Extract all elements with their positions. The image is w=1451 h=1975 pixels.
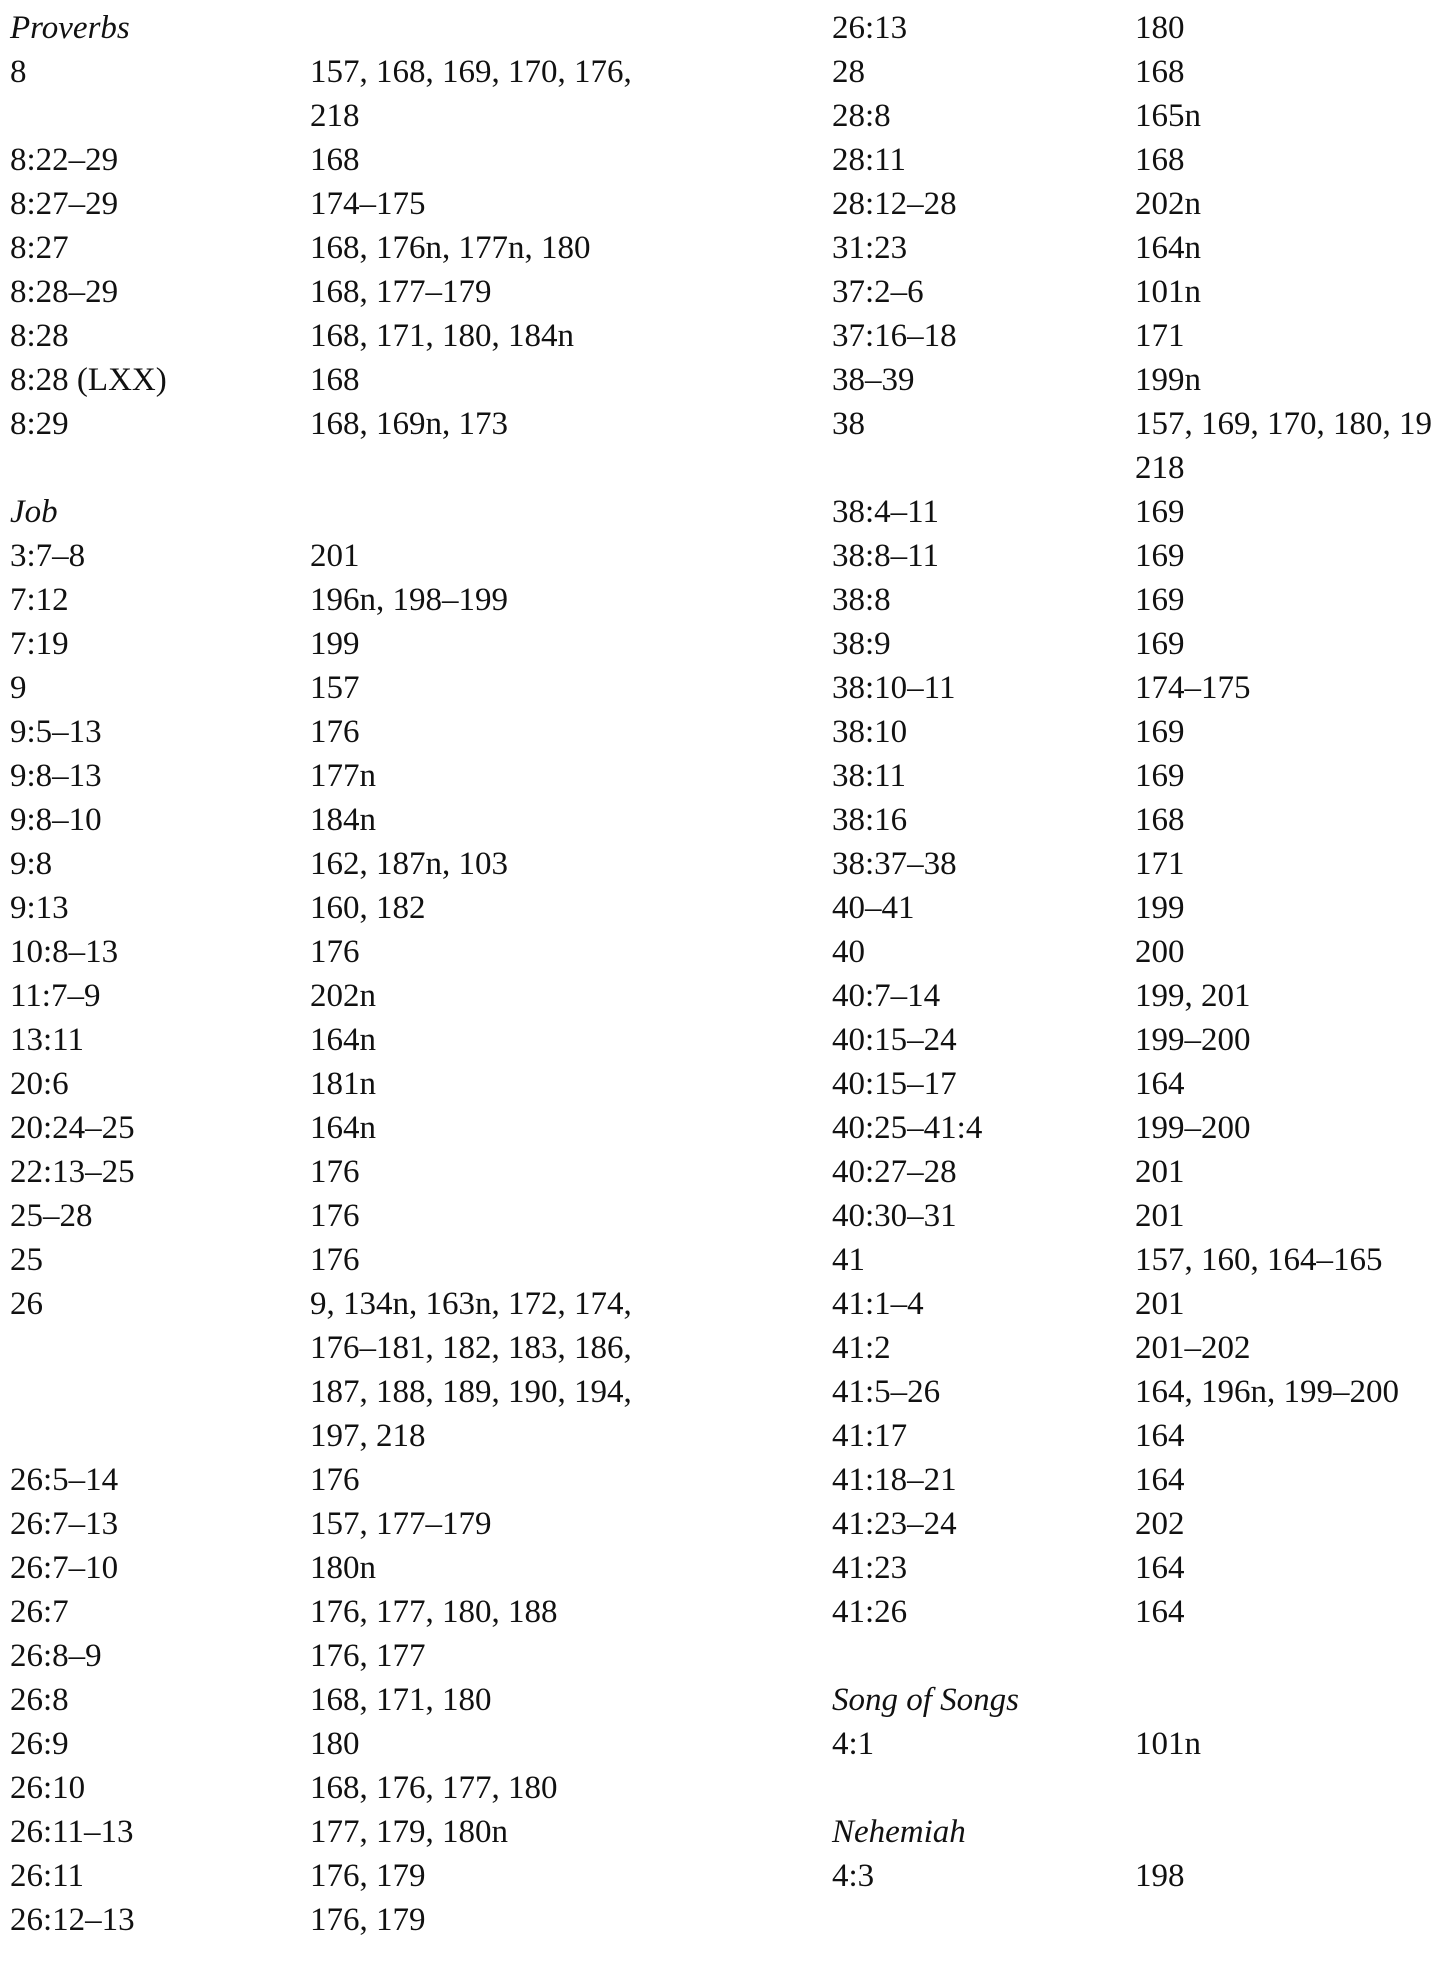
index-entry	[10, 1062, 810, 1106]
verse-reference: 38:8	[832, 582, 891, 618]
index-entry	[10, 974, 810, 1018]
verse-reference: 41	[832, 1242, 865, 1278]
index-entry	[10, 1194, 810, 1238]
verse-reference: 28:12–28	[832, 186, 957, 222]
section-gap	[10, 446, 810, 490]
index-entry	[832, 886, 1451, 930]
verse-reference: 8:28 (LXX)	[10, 362, 167, 398]
continuation-indent	[10, 1370, 310, 1414]
continuation-indent	[10, 1326, 310, 1370]
index-entry	[10, 534, 810, 578]
page-numbers: 157, 168, 169, 170, 176,	[310, 54, 632, 90]
page-numbers: 199–200	[1135, 1022, 1251, 1058]
page-numbers: 176	[310, 1462, 360, 1498]
verse-reference: 38:8–11	[832, 538, 939, 574]
verse-reference: 40:25–41:4	[832, 1110, 983, 1146]
index-entry	[832, 930, 1451, 974]
page-numbers: 160, 182	[310, 890, 426, 926]
page-numbers: 176	[310, 1154, 360, 1190]
verse-reference: 20:24–25	[10, 1110, 135, 1146]
index-entry	[832, 622, 1451, 666]
index-entry	[10, 138, 810, 182]
page-numbers: 164n	[310, 1022, 376, 1058]
index-entry-continuation	[10, 1370, 810, 1414]
index-entry-continuation	[832, 446, 1451, 490]
index-entry	[10, 1678, 810, 1722]
verse-reference: 4:3	[832, 1858, 875, 1894]
verse-reference: 26:11–13	[10, 1814, 134, 1850]
verse-reference: 4:1	[832, 1726, 875, 1762]
page-numbers: 168, 176, 177, 180	[310, 1770, 558, 1806]
index-entry	[832, 50, 1451, 94]
index-entry	[832, 1062, 1451, 1106]
index-entry	[10, 842, 810, 886]
book-heading: Proverbs	[10, 10, 130, 46]
verse-reference: 25–28	[10, 1198, 93, 1234]
index-entry	[10, 226, 810, 270]
page-numbers: 164	[1135, 1550, 1185, 1586]
verse-reference: 26:11	[10, 1858, 84, 1894]
verse-reference: 38:9	[832, 626, 891, 662]
verse-reference: 9:8	[10, 846, 53, 882]
verse-reference: 26:7–10	[10, 1550, 119, 1586]
page-numbers: 199–200	[1135, 1110, 1251, 1146]
verse-reference: 28:11	[832, 142, 906, 178]
page-numbers: 168	[1135, 54, 1185, 90]
index-entry	[832, 1722, 1451, 1766]
page-numbers: 101n	[1135, 274, 1201, 310]
page-numbers: 184n	[310, 802, 376, 838]
verse-reference: 10:8–13	[10, 934, 119, 970]
index-entry	[832, 358, 1451, 402]
index-entry	[10, 622, 810, 666]
index-entry	[10, 1590, 810, 1634]
book-heading: Song of Songs	[832, 1682, 1020, 1718]
verse-reference: 9:13	[10, 890, 69, 926]
index-entry	[832, 1458, 1451, 1502]
index-entry	[10, 1634, 810, 1678]
verse-reference: 26:10	[10, 1770, 86, 1806]
verse-reference: 25	[10, 1242, 43, 1278]
page-numbers: 165n	[1135, 98, 1201, 134]
page-numbers: 171	[1135, 846, 1185, 882]
verse-reference: 38:4–11	[832, 494, 939, 530]
index-entry	[832, 270, 1451, 314]
index-entry	[10, 754, 810, 798]
page-numbers: 176	[310, 934, 360, 970]
index-entry	[832, 1590, 1451, 1634]
page-numbers: 164	[1135, 1066, 1185, 1102]
page-numbers: 197, 218	[310, 1418, 426, 1454]
index-entry	[10, 358, 810, 402]
page-numbers: 169	[1135, 758, 1185, 794]
verse-reference: 7:19	[10, 626, 69, 662]
page-numbers: 157, 169, 170, 180, 19	[1135, 406, 1432, 442]
page-numbers: 101n	[1135, 1726, 1201, 1762]
page-numbers: 201	[310, 538, 360, 574]
index-entry	[10, 50, 810, 94]
verse-reference: 38:10	[832, 714, 908, 750]
index-entry	[832, 490, 1451, 534]
continuation-indent	[10, 1414, 310, 1458]
page-numbers: 169	[1135, 538, 1185, 574]
verse-reference: 41:17	[832, 1418, 908, 1454]
page-numbers: 174–175	[310, 186, 426, 222]
index-entry	[832, 1282, 1451, 1326]
page-numbers: 187, 188, 189, 190, 194,	[310, 1374, 632, 1410]
verse-reference: 9	[10, 670, 27, 706]
index-entry	[10, 666, 810, 710]
index-entry	[10, 1106, 810, 1150]
verse-reference: 8:27–29	[10, 186, 119, 222]
index-entry	[832, 578, 1451, 622]
page-numbers: 164n	[310, 1110, 376, 1146]
page-numbers: 176–181, 182, 183, 186,	[310, 1330, 632, 1366]
verse-reference: 8:22–29	[10, 142, 119, 178]
verse-reference: 26	[10, 1286, 43, 1322]
page-numbers: 164	[1135, 1418, 1185, 1454]
page-numbers: 171	[1135, 318, 1185, 354]
verse-reference: 41:26	[832, 1594, 908, 1630]
verse-reference: 26:5–14	[10, 1462, 119, 1498]
page-numbers: 180n	[310, 1550, 376, 1586]
verse-reference: 41:18–21	[832, 1462, 957, 1498]
verse-reference: 26:7–13	[10, 1506, 119, 1542]
verse-reference: 8:28–29	[10, 274, 119, 310]
verse-reference: 38:16	[832, 802, 908, 838]
index-entry	[832, 6, 1451, 50]
verse-reference: 7:12	[10, 582, 69, 618]
index-entry	[832, 1502, 1451, 1546]
continuation-indent	[10, 94, 310, 138]
verse-reference: 41:23	[832, 1550, 908, 1586]
verse-reference: 38:37–38	[832, 846, 957, 882]
index-entry	[10, 1502, 810, 1546]
index-entry	[832, 798, 1451, 842]
index-entry	[10, 798, 810, 842]
page-numbers: 176	[310, 714, 360, 750]
index-entry	[832, 842, 1451, 886]
verse-reference: 31:23	[832, 230, 908, 266]
page-numbers: 176, 179	[310, 1858, 426, 1894]
verse-reference: 40:15–17	[832, 1066, 957, 1102]
page-numbers: 199	[310, 626, 360, 662]
page-numbers: 162, 187n, 103	[310, 846, 508, 882]
index-entry	[832, 1018, 1451, 1062]
verse-reference: 26:9	[10, 1726, 69, 1762]
index-entry	[832, 1194, 1451, 1238]
verse-reference: 11:7–9	[10, 978, 101, 1014]
index-entry	[832, 138, 1451, 182]
index-entry-continuation	[10, 1414, 810, 1458]
page-numbers: 164	[1135, 1594, 1185, 1630]
verse-reference: 28:8	[832, 98, 891, 134]
verse-reference: 8:27	[10, 230, 69, 266]
page-numbers: 201	[1135, 1154, 1185, 1190]
verse-reference: 9:8–13	[10, 758, 102, 794]
verse-reference: 41:1–4	[832, 1286, 924, 1322]
page-numbers: 157, 177–179	[310, 1506, 492, 1542]
verse-reference: 41:23–24	[832, 1506, 957, 1542]
section-gap	[832, 1634, 1451, 1678]
page-numbers: 218	[1135, 450, 1185, 486]
page-numbers: 164, 196n, 199–200	[1135, 1374, 1399, 1410]
page-numbers: 169	[1135, 494, 1185, 530]
verse-reference: 8	[10, 54, 27, 90]
page-numbers: 176, 179	[310, 1902, 426, 1938]
page-numbers: 200	[1135, 934, 1185, 970]
page-numbers: 201	[1135, 1286, 1185, 1322]
page-numbers: 168	[1135, 142, 1185, 178]
page-numbers: 202n	[1135, 186, 1201, 222]
verse-reference: 40:7–14	[832, 978, 941, 1014]
index-entry	[832, 402, 1451, 446]
page-numbers: 168, 171, 180	[310, 1682, 492, 1718]
index-entry	[832, 1150, 1451, 1194]
page-numbers: 157, 160, 164–165	[1135, 1242, 1383, 1278]
index-entry	[10, 314, 810, 358]
verse-reference: 13:11	[10, 1022, 84, 1058]
verse-reference: 37:2–6	[832, 274, 924, 310]
index-entry	[832, 1326, 1451, 1370]
verse-reference: 38–39	[832, 362, 915, 398]
page-numbers: 168	[310, 142, 360, 178]
page-numbers: 168, 177–179	[310, 274, 492, 310]
index-entry	[10, 402, 810, 446]
verse-reference: 40	[832, 934, 865, 970]
index-entry	[832, 974, 1451, 1018]
page-numbers: 201	[1135, 1198, 1185, 1234]
verse-reference: 8:29	[10, 406, 69, 442]
verse-reference: 20:6	[10, 1066, 69, 1102]
verse-reference: 9:5–13	[10, 714, 102, 750]
index-entry	[832, 1370, 1451, 1414]
page-numbers: 168, 171, 180, 184n	[310, 318, 574, 354]
index-entry	[832, 314, 1451, 358]
index-entry	[832, 1414, 1451, 1458]
verse-reference: 26:12–13	[10, 1902, 135, 1938]
page-numbers: 176, 177	[310, 1638, 426, 1674]
page-numbers: 168, 176n, 177n, 180	[310, 230, 591, 266]
page-numbers: 202	[1135, 1506, 1185, 1542]
page-numbers: 168	[1135, 802, 1185, 838]
page-numbers: 176, 177, 180, 188	[310, 1594, 558, 1630]
index-entry-continuation	[10, 1326, 810, 1370]
book-heading: Nehemiah	[832, 1814, 966, 1850]
index-entry	[10, 1018, 810, 1062]
index-entry	[832, 534, 1451, 578]
verse-reference: 26:13	[832, 10, 908, 46]
page-numbers: 169	[1135, 582, 1185, 618]
page-numbers: 176	[310, 1198, 360, 1234]
index-entry	[10, 1150, 810, 1194]
page-numbers: 180	[1135, 10, 1185, 46]
index-entry	[10, 1546, 810, 1590]
page-numbers: 177n	[310, 758, 376, 794]
page-numbers: 196n, 198–199	[310, 582, 508, 618]
verse-reference: 38:11	[832, 758, 906, 794]
index-entry	[832, 182, 1451, 226]
verse-reference: 40:15–24	[832, 1022, 957, 1058]
page-numbers: 199	[1135, 890, 1185, 926]
page-numbers: 164n	[1135, 230, 1201, 266]
index-entry	[832, 1238, 1451, 1282]
page-numbers: 181n	[310, 1066, 376, 1102]
verse-reference: 41:5–26	[832, 1374, 941, 1410]
page-numbers: 164	[1135, 1462, 1185, 1498]
verse-reference: 37:16–18	[832, 318, 957, 354]
page-numbers: 168, 169n, 173	[310, 406, 508, 442]
index-entry	[10, 710, 810, 754]
index-entry	[10, 1282, 810, 1326]
page-numbers: 180	[310, 1726, 360, 1762]
verse-reference: 22:13–25	[10, 1154, 135, 1190]
index-entry	[832, 1546, 1451, 1590]
page-numbers: 174–175	[1135, 670, 1251, 706]
page-numbers: 157	[310, 670, 360, 706]
index-entry	[10, 578, 810, 622]
index-column-right	[832, 6, 1451, 1898]
index-column-left	[10, 6, 810, 1942]
book-heading: Job	[10, 494, 58, 530]
index-entry	[10, 930, 810, 974]
index-entry	[10, 270, 810, 314]
index-entry	[10, 1898, 810, 1942]
page-numbers: 9, 134n, 163n, 172, 174,	[310, 1286, 632, 1322]
index-entry	[832, 226, 1451, 270]
index-entry	[10, 1458, 810, 1502]
index-entry	[832, 94, 1451, 138]
page-numbers: 177, 179, 180n	[310, 1814, 508, 1850]
page-numbers: 176	[310, 1242, 360, 1278]
index-entry	[10, 886, 810, 930]
index-entry	[10, 1238, 810, 1282]
index-entry	[832, 1854, 1451, 1898]
verse-reference: 28	[832, 54, 865, 90]
page-numbers: 169	[1135, 626, 1185, 662]
verse-reference: 26:8	[10, 1682, 69, 1718]
verse-reference: 41:2	[832, 1330, 891, 1366]
index-entry	[10, 182, 810, 226]
verse-reference: 38	[832, 406, 865, 442]
index-entry	[832, 754, 1451, 798]
page-numbers: 199n	[1135, 362, 1201, 398]
index-entry	[832, 710, 1451, 754]
page-numbers: 169	[1135, 714, 1185, 750]
page-numbers: 168	[310, 362, 360, 398]
index-entry	[832, 1106, 1451, 1150]
page-numbers: 199, 201	[1135, 978, 1251, 1014]
verse-reference: 26:7	[10, 1594, 69, 1630]
index-entry	[10, 1766, 810, 1810]
page-numbers: 202n	[310, 978, 376, 1014]
verse-reference: 3:7–8	[10, 538, 86, 574]
verse-reference: 26:8–9	[10, 1638, 102, 1674]
page-numbers: 201–202	[1135, 1330, 1251, 1366]
verse-reference: 38:10–11	[832, 670, 956, 706]
index-entry	[10, 1854, 810, 1898]
verse-reference: 40–41	[832, 890, 915, 926]
page-numbers: 218	[310, 98, 360, 134]
verse-reference: 9:8–10	[10, 802, 102, 838]
continuation-indent	[832, 446, 1135, 490]
index-entry	[10, 1810, 810, 1854]
page-numbers: 198	[1135, 1858, 1185, 1894]
verse-reference: 40:27–28	[832, 1154, 957, 1190]
verse-reference: 8:28	[10, 318, 69, 354]
verse-reference: 40:30–31	[832, 1198, 957, 1234]
index-entry-continuation	[10, 94, 810, 138]
index-entry	[10, 1722, 810, 1766]
index-entry	[832, 666, 1451, 710]
section-gap	[832, 1766, 1451, 1810]
